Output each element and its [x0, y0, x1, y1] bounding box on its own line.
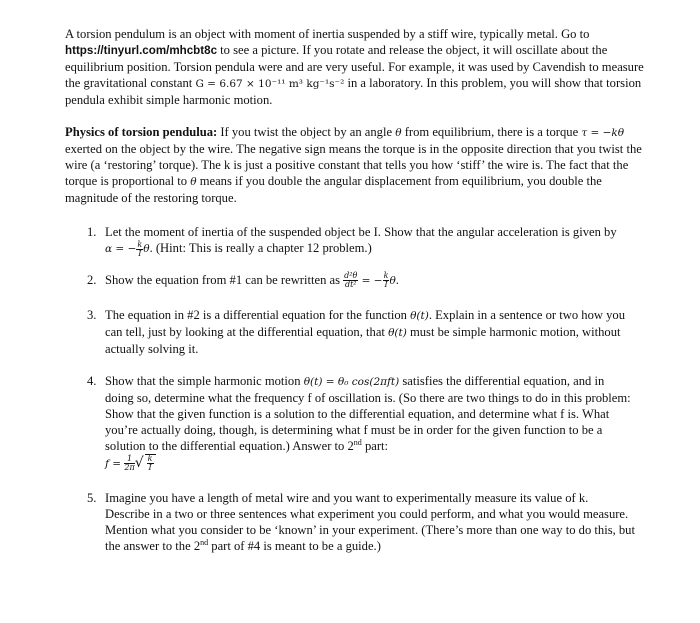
question-4 — [65, 373, 635, 472]
q2-frac1-top: d²θ — [344, 271, 358, 280]
document-page — [65, 26, 650, 569]
physics-text-4: means if you double the angular displacement from equilibrium, you double the magnitude of the restoring torque. — [65, 174, 602, 205]
question-number: 4. — [87, 374, 97, 388]
q4-sqrt-fraction — [147, 455, 154, 472]
q5-text-1: Imagine you have a length of metal wire and you want to experimentally measure its value of k. Describe in a two or three sentences what experiment you could perform, and what you would measure. Mention what you consider to be ‘known’ in your experiment. (There’s more than one way to do this, but the answer to the 2 — [105, 491, 635, 553]
q4-superscript: nd — [353, 437, 362, 447]
physics-text-2: from equilibrium, there is a torque — [401, 125, 582, 139]
physics-paragraph — [65, 124, 650, 206]
q2-frac1-bottom: dt² — [344, 280, 357, 289]
theta-symbol-2: θ — [190, 176, 197, 188]
physics-text-3: exerted on the object by the wire. The negative sign means the torque is in the opposite direction that you twist the wire (a ‘restoring’ torque). The k is just a positive constant that tells you how ‘stiff’ the wire is. The fact that the torque is proportional to — [65, 142, 642, 188]
q4-answer-frac-top: 1 — [124, 455, 134, 464]
q3-text-3: must be simple harmonic motion, without actually solving it. — [105, 325, 621, 356]
physics-text-1: If you twist the object by an angle — [217, 125, 396, 139]
q1-text-1: Let the moment of inertia of the suspended object be I. Show that the angular acceleration is given by — [105, 225, 617, 239]
q1-frac-top: k — [137, 239, 143, 249]
q2-text-2: . — [395, 272, 399, 287]
q4-answer-formula — [105, 454, 156, 472]
q5-text-2: part of #4 is meant to be a guide.) — [208, 539, 381, 553]
q2-equals: = − — [358, 274, 383, 287]
question-2 — [65, 272, 635, 290]
torque-formula: τ = −kθ — [581, 127, 625, 139]
intro-text-3: in a laboratory. In this problem, you will show that torsion pendula exhibit simple harmonic motion. — [65, 76, 642, 107]
intro-paragraph — [65, 26, 650, 108]
q4-text-1: Show that the simple harmonic motion — [105, 374, 304, 388]
question-3 — [65, 307, 635, 357]
q1-formula — [105, 239, 150, 258]
q4-answer-frac-bottom: 2π — [124, 463, 135, 472]
q4-sqrt-top: k — [147, 454, 153, 463]
question-number: 5. — [87, 491, 97, 505]
intro-text-1: A torsion pendulum is an object with moment of inertia suspended by a stiff wire, typically metal. Go to — [65, 27, 590, 41]
question-5 — [65, 490, 635, 554]
q3-text-1: The equation in #2 is a differential equation for the function — [105, 308, 411, 322]
gravitational-constant-formula: G = 6.67 × 10⁻¹¹ m³ kg⁻¹s⁻² — [195, 78, 345, 90]
q1-frac-bottom: I — [138, 248, 142, 258]
q1-formula-lhs: α = − — [105, 243, 137, 255]
q2-frac2-top: k — [383, 271, 389, 280]
q4-answer-lhs: f = — [105, 457, 125, 470]
q3-function-2: θ(t) — [388, 327, 407, 339]
q4-text-3: part: — [361, 439, 389, 453]
q1-formula-rhs: θ — [143, 243, 150, 255]
question-number: 2. — [87, 272, 97, 287]
question-number: 1. — [87, 225, 97, 239]
picture-link[interactable]: https://tinyurl.com/mhcbt8c — [65, 44, 218, 57]
q2-text-1: Show the equation from #1 can be rewritten as — [105, 272, 344, 287]
q4-text-2: satisfies the differential equation, and in doing so, determine what the frequency f of oscillation is. (So there are two things to do in this problem: Show that the given function is a solution to the differential equation, and determine what f is. What you’re actually doing, though, is determining what f must be in order for the given function to be a solution to the differential equation.) Answer to 2 — [105, 374, 631, 453]
q4-shm-formula: θ(t) = θ₀ cos(2πft) — [303, 376, 400, 388]
q1-text-2: . (Hint: This is really a chapter 12 problem.) — [149, 241, 372, 255]
q2-fraction-1 — [343, 272, 358, 289]
q4-sqrt-bottom: I — [148, 463, 152, 472]
question-1 — [65, 224, 635, 258]
q3-text-2: . Explain in a sentence or two how you can tell, just by looking at the differential equation, that — [105, 308, 626, 339]
question-number: 3. — [87, 308, 97, 322]
q4-sqrt — [145, 454, 156, 472]
physics-heading: Physics of torsion pendulua: — [65, 125, 218, 139]
question-list — [65, 224, 650, 554]
q2-tail: θ — [389, 274, 396, 287]
q2-frac2-bottom: I — [384, 280, 388, 289]
q4-answer-fraction — [124, 455, 134, 472]
q2-formula — [343, 271, 396, 289]
sqrt-sign-icon: √ — [134, 454, 144, 471]
q3-function: θ(t) — [410, 310, 429, 322]
intro-text-2: to see a picture. If you rotate and release the object, it will oscillate about the equilibrium position. Torsion pendula were and are very useful. For example, it was used by Cavendish to measure the gravitational constant — [65, 43, 644, 90]
theta-symbol: θ — [395, 127, 402, 139]
q5-superscript: nd — [200, 537, 209, 547]
